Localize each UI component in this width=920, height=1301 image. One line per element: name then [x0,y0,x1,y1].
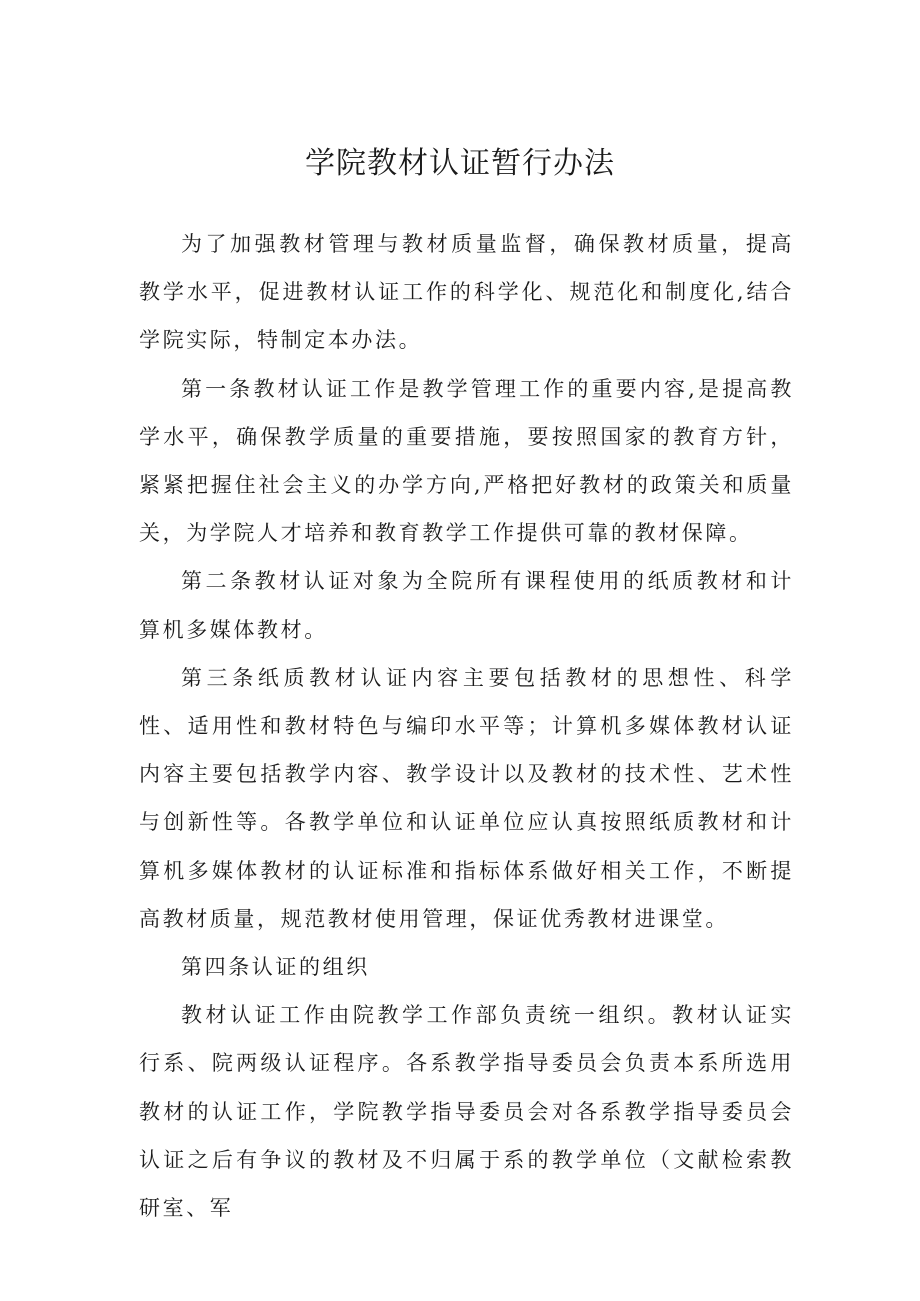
paragraph-article-3: 第三条纸质教材认证内容主要包括教材的思想性、科学性、适用性和教材特色与编印水平等；计算机多媒体教材认证内容主要包括教学内容、教学设计以及教材的技术性、艺术性与创新性等。各教学单位和认证单位应认真按照纸质教材和计算机多媒体教材的认证标准和指标体系做好相关工作，不断提高教材质量，规范教材使用管理，保证优秀教材进课堂。 [139,665,794,931]
document-body [139,220,794,1232]
paragraph-article-2: 第二条教材认证对象为全院所有课程使用的纸质教材和计算机多媒体教材。 [139,569,794,642]
paragraph-article-4-heading: 第四条认证的组织 [181,955,370,980]
paragraph-article-4-body: 教材认证工作由院教学工作部负责统一组织。教材认证实行系、院两级认证程序。各系教学指导委员会负责本系所选用教材的认证工作，学院教学指导委员会对各系教学指导委员会认证之后有争议的教材及不归属于系的教学单位（文献检索教研室、军 [139,1003,794,1221]
paragraph-intro: 为了加强教材管理与教材质量监督，确保教材质量，提高教学水平，促进教材认证工作的科学化、规范化和制度化,结合学院实际，特制定本办法。 [139,232,794,353]
document-title: 学院教材认证暂行办法 [305,146,615,181]
paragraph-article-1: 第一条教材认证工作是教学管理工作的重要内容,是提高教学水平，确保教学质量的重要措施，要按照国家的教育方针，紧紧把握住社会主义的办学方向,严格把好教材的政策关和质量关，为学院人才培养和教育教学工作提供可靠的教材保障。 [139,376,794,546]
